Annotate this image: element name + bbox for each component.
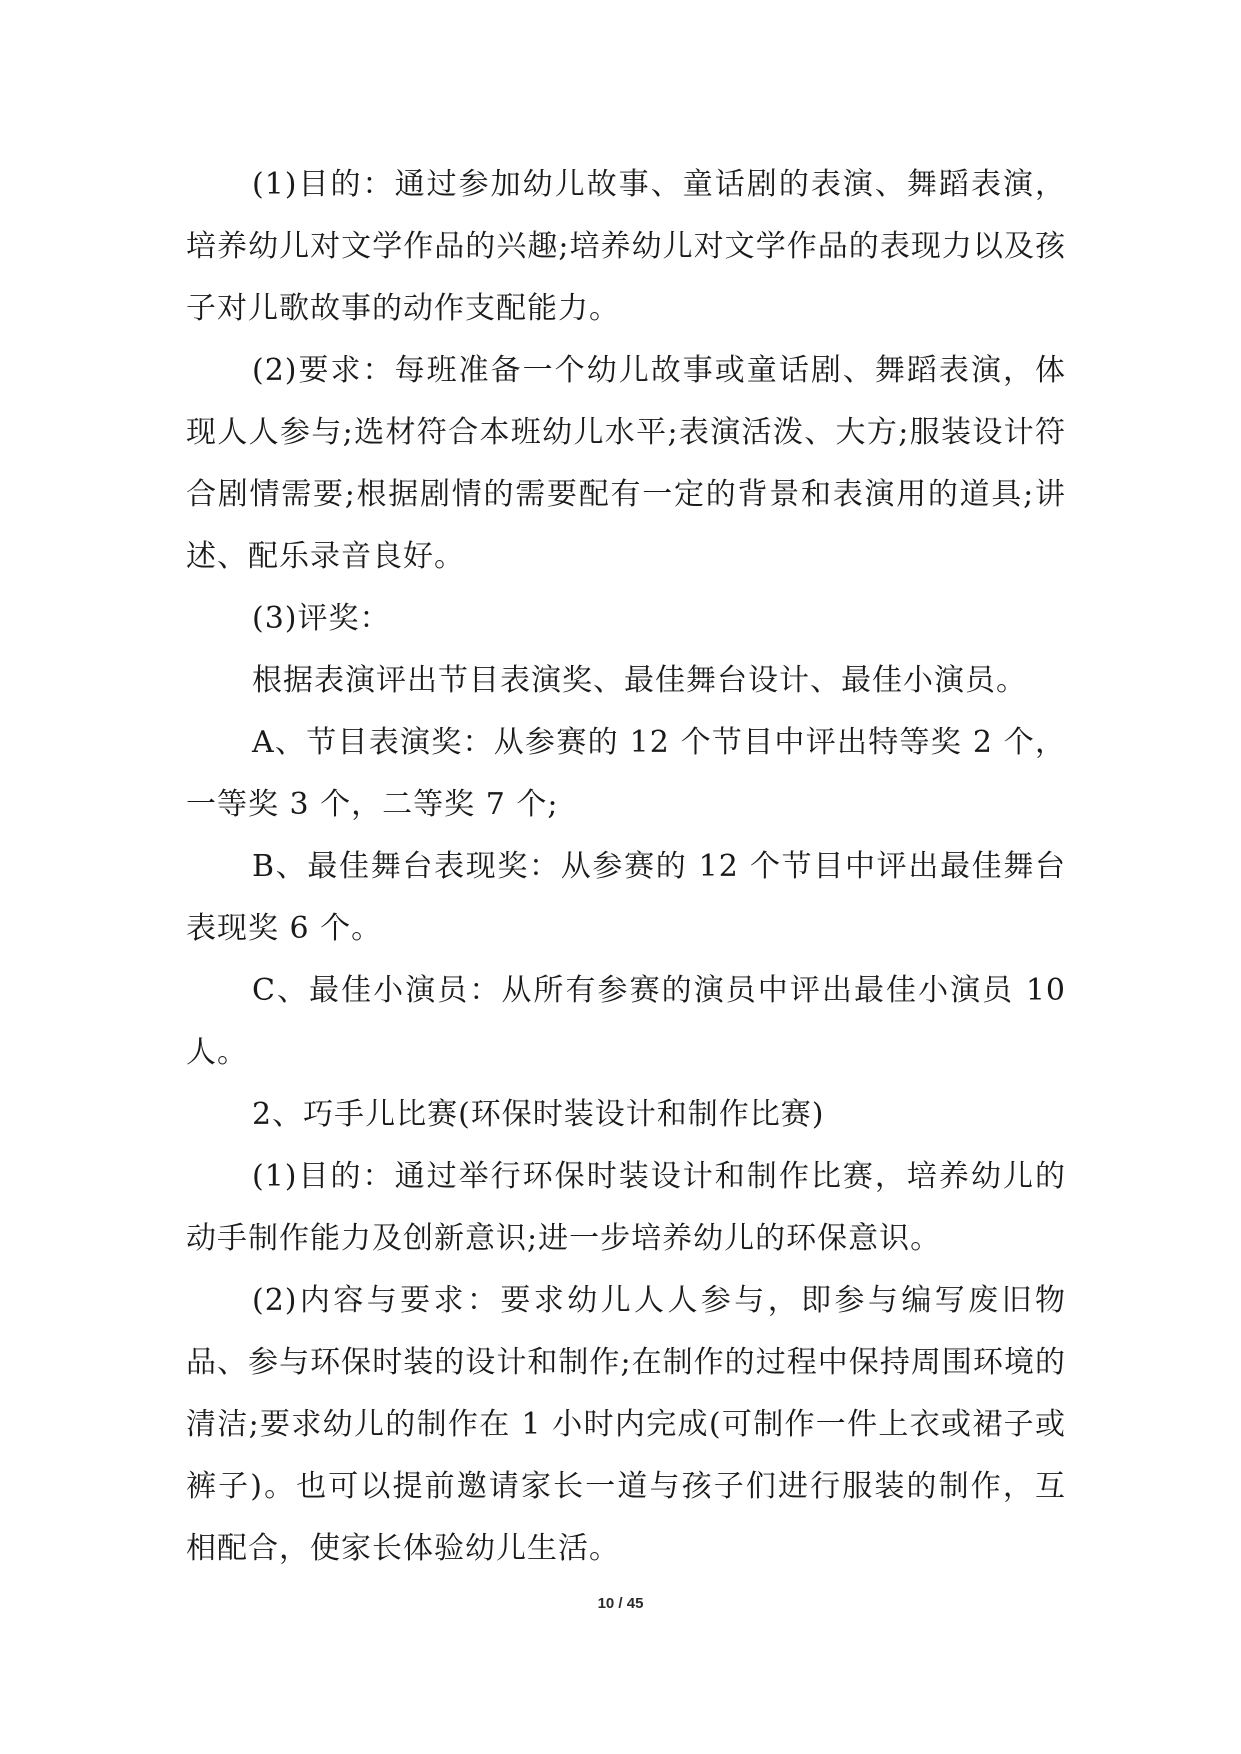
paragraph-awards-heading: (3)评奖：: [252, 601, 391, 636]
paragraph-requirements-craft: (2)内容与要求：要求幼儿人人参与，即参与编写废旧物品、参与环保时装的设计和制作;在制作的过程中保持周围环境的清洁;要求幼儿的制作在 1 小时内完成(可制作一件上衣或裙子或裤子)。也可以提前邀请家长一道与孩子们进行服装的制作，互相配合，使家长体验幼儿生活。: [186, 1283, 1066, 1566]
document-body: [186, 154, 1066, 1580]
paragraph-award-a: A、节目表演奖：从参赛的 12 个节目中评出特等奖 2 个，一等奖 3 个，二等奖 7 个;: [186, 725, 1066, 822]
section-heading-craft-contest: 2、巧手儿比赛(环保时装设计和制作比赛): [252, 1097, 825, 1132]
paragraph-purpose-drama: (1)目的：通过参加幼儿故事、童话剧的表演、舞蹈表演，培养幼儿对文学作品的兴趣;培养幼儿对文学作品的表现力以及孩子对儿歌故事的动作支配能力。: [186, 167, 1066, 326]
page-number: 10 / 45: [597, 1595, 644, 1612]
paragraph-purpose-craft: (1)目的：通过举行环保时装设计和制作比赛，培养幼儿的动手制作能力及创新意识;进一步培养幼儿的环保意识。: [186, 1159, 1066, 1256]
paragraph-requirements-drama: (2)要求：每班准备一个幼儿故事或童话剧、舞蹈表演，体现人人参与;选材符合本班幼儿水平;表演活泼、大方;服装设计符合剧情需要;根据剧情的需要配有一定的背景和表演用的道具;讲述、配乐录音良好。: [186, 353, 1066, 574]
paragraph-award-c: C、最佳小演员：从所有参赛的演员中评出最佳小演员 10 人。: [186, 973, 1066, 1070]
paragraph-award-b: B、最佳舞台表现奖：从参赛的 12 个节目中评出最佳舞台表现奖 6 个。: [186, 849, 1066, 946]
paragraph-awards-intro: 根据表演评出节目表演奖、最佳舞台设计、最佳小演员。: [252, 663, 1027, 698]
